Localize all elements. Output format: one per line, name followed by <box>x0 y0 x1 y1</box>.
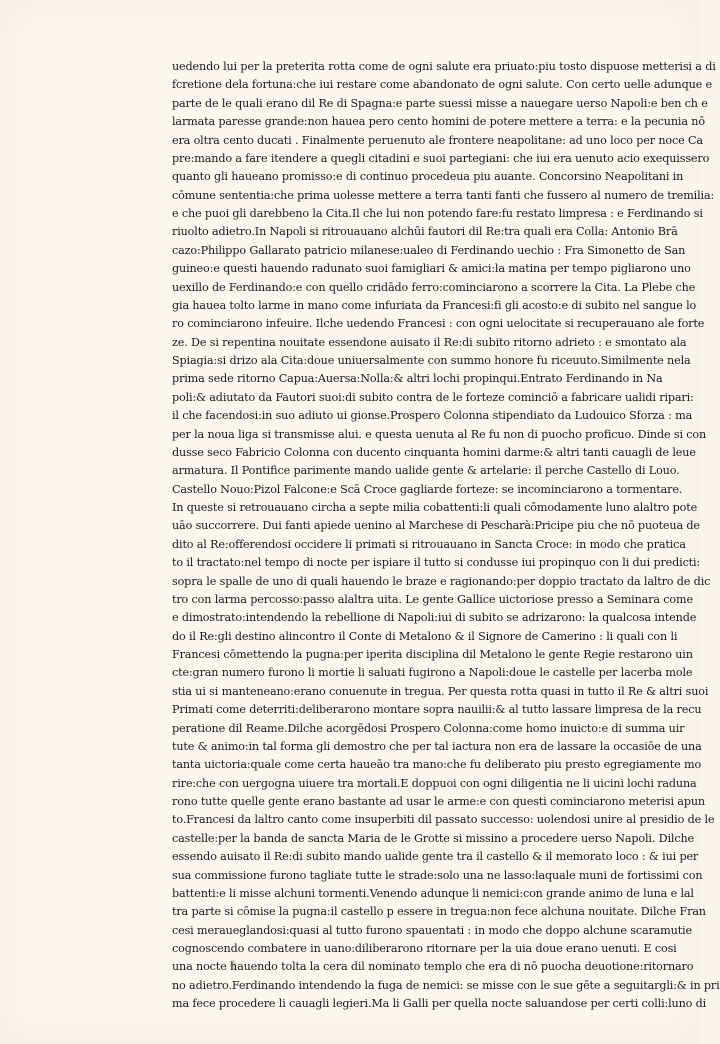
text-line: cazo:Philippo Gallarato patricio milanese:ualeo di Ferdinando uechio : Fra Simonetto de San <box>172 243 686 257</box>
text-line: era oltra cento ducati . Finalmente peruenuto ale frontere neapolitane: ad uno loco per noce Ca <box>172 133 703 147</box>
text-line: il che facendosi:in suo adiuto ui gionse.Prospero Colonna stipendiato da Ludouico Sforza : ma <box>172 409 693 423</box>
text-line: peratione dil Reame.Dilche acorgēdosi Prospero Colonna:come homo inuicto:e di summa uir <box>172 721 685 735</box>
text-line: uedendo lui per la preterita rotta come de ogni salute era priuato:piu tosto dispuose metterisi a di <box>172 60 716 73</box>
text-line: rire:che con uergogna uiuere tra mortali.E doppuoi con ogni diligentia ne li uicini lochi raduna <box>172 776 697 790</box>
text-line: to il tractato:nel tempo di nocte per ispiare il tutto si condusse iui propinquo con li dui predicti: <box>172 556 701 570</box>
text-line: una nocte hauendo tolta la cera dil nominato templo che era di nō puocha deuotione:ritornaro <box>172 960 694 974</box>
text-line: cte:gran numero furono li mortie li saluati fugirono a Napoli:doue le castelle per lacerba mole <box>172 666 693 680</box>
text-line: ma fece procedere li cauagli legieri.Ma li Galli per quella nocte saluandose per certi colli:luno di <box>172 997 707 1011</box>
text-line: stia ui si manteneano:erano conuenute in tregua. Per questa rotta quasi in tutto il Re & altri suoi <box>172 684 709 698</box>
text-line: dito al Re:offerendosi occidere li primati si ritrouauano in Sancta Croce: in modo che pratica <box>172 537 686 551</box>
text-line: Primati come deterriti:deliberarono montare sopra nauilii:& al tutto lassare limpresa de la recu <box>172 703 702 717</box>
text-line: larmata paresse grande:non hauea pero cento homini de potere mettere a terra: e la pecunia nō <box>172 115 705 129</box>
text-line: sopra le spalle de uno di quali hauendo le braze e ragionando:per doppio tractato da laltro de dic <box>172 574 711 588</box>
text-line: do il Re:gli destino alincontro il Conte di Metalono & il Signore de Camerino : li quali con li <box>172 629 678 643</box>
page-text-block <box>172 58 720 1014</box>
text-line: fcretione dela fortuna:che iui restare come abandonato de ogni salute. Con certo uelle adunque e <box>172 78 712 92</box>
text-line: tra parte si cōmise la pugna:il castello p essere in tregua:non fece alchuna nouitate. Dilche Fran <box>172 905 706 919</box>
text-line: pre:mando a fare itendere a quegli citadini e suoi partegiani: che iui era uenuto acio exequissero <box>172 151 710 165</box>
text-line: to.Francesi da laltro canto come insuperbiti dil passato successo: uolendosi unire al presidio de le <box>172 813 715 827</box>
text-line: cōmune sententia:che prima uolesse mettere a terra tanti fanti che fussero al numero de tremilia: <box>172 188 715 202</box>
text-line: e dimostrato:intendendo la rebellione di Napoli:iui di subito se adrizarono: la qualcosa intende <box>172 611 697 625</box>
text-line: gia hauea tolto larme in mano come infuriata da Francesi:fi gli acosto:e di subito nel sangue lo <box>172 298 697 312</box>
text-line: Francesi cōmettendo la pugna:per iperita disciplina dil Metalono le gente Regie restarono uin <box>172 648 693 661</box>
text-line: guineo:e questi hauendo radunato suoi famigliari & amici:la matina per tempo pigliarono uno <box>172 262 691 276</box>
text-line: castelle:per la banda de sancta Maria de le Grotte si missino a procedere uerso Napoli. Dilche <box>172 831 694 845</box>
text-line: In queste si retrouauano circha a septe milia cobattenti:li quali cōmodamente luno alaltro pote <box>172 501 698 514</box>
text-line: tute & animo:in tal forma gli demostro che per tal iactura non era de lassare la occasiōe de una <box>172 739 702 753</box>
text-line: quanto gli haueano promisso:e di continuo procedeua piu auante. Concorsino Neapolitani in <box>172 170 684 184</box>
text-line: armatura. Il Pontifice parimente mando ualide gente & artelarie: il perche Castello di Louo. <box>172 464 680 478</box>
text-line: tro con larma percosso:passo alaltra uita. Le gente Gallice uictoriose presso a Seminara come <box>172 592 693 606</box>
text-line: Spiagia:si drizo ala Cita:doue uniuersalmente con summo honore fu riceuuto.Similmente nela <box>172 354 691 367</box>
text-line: cesi meraueglandosi:quasi al tutto furono spauentati : in modo che doppo alchune scaramutie <box>172 923 692 937</box>
text-line: ze. De si repentina nouitate essendone auisato il Re:di subito ritorno adrieto : e smontato ala <box>172 335 687 349</box>
ink-smudge <box>230 960 236 970</box>
text-line: uāo succorrere. Dui fanti apiede uenino al Marchese di Pescharà:Pricipe piu che nō puoteua de <box>172 519 700 533</box>
text-line: essendo auisato il Re:di subito mando ualide gente tra il castello & il memorato loco : & iui per <box>172 850 699 864</box>
text-line: prima sede ritorno Capua:Auersa:Nolla:& altri lochi propinqui.Entrato Ferdinando in Na <box>172 372 663 386</box>
text-line: cognoscendo combatere in uano:diliberarono ritornare per la uia doue erano uenuti. E cosi <box>172 942 677 955</box>
text-line: battenti:e li misse alchuni tormenti.Venendo adunque li nemici:con grande animo de luna e lal <box>172 886 694 900</box>
text-line: per la noua liga si transmisse alui. e questa uenuta al Re fu non di puocho proficuo. Dinde si con <box>172 427 707 441</box>
text-line: poli:& adiutato da Fautori suoi:di subito contra de le forteze cominciō a fabricare ualidi ripari: <box>172 390 694 404</box>
text-line: tanta uictoria:quale come certa haueāo tra mano:che fu deliberato piu presto egregiamente mo <box>172 758 702 772</box>
text-line: rono tutte quelle gente erano bastante ad usar le arme:e con questi cominciarono meterisi apun <box>172 795 705 808</box>
text-line: Castello Nouo:Pizol Falcone:e Scā Croce gagliarde forteze: se incominciarono a tormentare. <box>172 482 683 496</box>
text-line: uexillo de Ferdinando:e con quello cridādo ferro:cominciarono a scorrere la Cita. La Plebe che <box>172 280 696 294</box>
text-line: parte de le quali erano dil Re di Spagna:e parte suessi misse a nauegare uerso Napoli:e ben ch e <box>172 96 708 110</box>
text-line: ro cominciarono infeuire. Ilche uedendo Francesi : con ogni uelocitate si recuperauano ale forte <box>172 317 705 331</box>
text-line: dusse seco Fabricio Colonna con ducento cinquanta homini darme:& altri tanti cauagli de leue <box>172 445 696 459</box>
text-line: riuolto adietro.In Napoli si ritrouauano alchūi fautori dil Re:tra quali era Colla: Antonio Brā <box>172 225 678 239</box>
text-line: e che puoi gli darebbeno la Cita.Il che lui non potendo fare:fu restato limpresa : e Ferdinando si <box>172 207 703 220</box>
text-line: no adietro.Ferdinando intendendo la fuga de nemici: se misse con le sue gēte a seguitargli:& in pri <box>172 978 720 992</box>
text-line: sua commissione furono tagliate tutte le strade:solo una ne lasso:laquale muni de fortissimi con <box>172 868 703 882</box>
